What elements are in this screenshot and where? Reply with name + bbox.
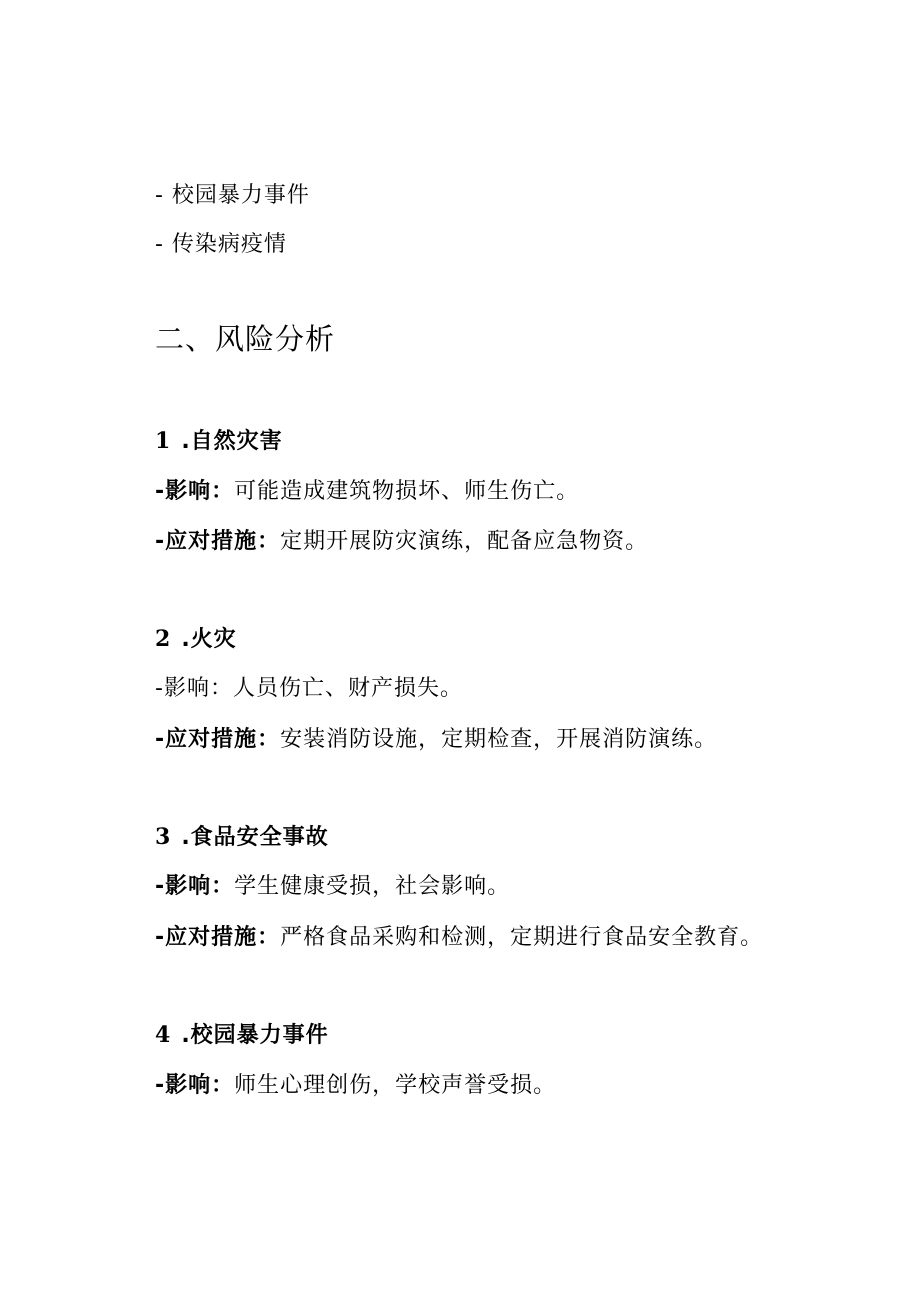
measures-label: -应对措施： — [155, 925, 281, 950]
impact-text: 可能造成建筑物损坏、师生伤亡。 — [234, 479, 580, 504]
item-impact-natural-disaster — [155, 481, 579, 503]
measures-label: -应对措施： — [155, 727, 281, 752]
impact-label: -影响： — [155, 676, 233, 701]
impact-text: 师生心理创伤，学校声誉受损。 — [234, 1073, 557, 1098]
item-number: 3 — [155, 824, 172, 850]
measures-label: -应对措施： — [155, 529, 281, 554]
item-number: 1 — [155, 428, 172, 454]
item-heading-campus-violence — [155, 1024, 329, 1047]
item-impact-fire — [155, 678, 463, 700]
item-measures-food-safety — [155, 927, 763, 949]
impact-text: 学生健康受损，社会影响。 — [234, 874, 511, 899]
item-heading-food-safety — [155, 826, 329, 849]
list-item-epidemic: - 传染病疫情 — [155, 232, 287, 257]
list-item-campus-violence: - 校园暴力事件 — [155, 183, 310, 208]
item-number: 4 — [155, 1022, 172, 1048]
impact-label: -影响： — [155, 1073, 235, 1098]
measures-text: 定期开展防灾演练，配备应急物资。 — [280, 529, 649, 554]
item-title: .火灾 — [181, 627, 237, 652]
measures-text: 严格食品采购和检测，定期进行食品安全教育。 — [280, 925, 764, 950]
item-title: .食品安全事故 — [181, 825, 329, 850]
section-title-risk-analysis: 二、风险分析 — [155, 322, 336, 356]
item-measures-natural-disaster — [155, 531, 648, 553]
measures-text: 安装消防设施，定期检查，开展消防演练。 — [280, 727, 718, 752]
impact-text: 人员伤亡、财产损失。 — [232, 676, 463, 701]
item-title: .校园暴力事件 — [181, 1023, 329, 1048]
item-measures-fire — [155, 729, 717, 751]
item-impact-campus-violence — [155, 1075, 556, 1097]
impact-label: -影响： — [155, 479, 235, 504]
item-heading-fire — [155, 628, 237, 651]
item-number: 2 — [155, 626, 172, 652]
item-heading-natural-disaster — [155, 430, 283, 453]
item-title: .自然灾害 — [181, 429, 283, 454]
impact-label: -影响： — [155, 874, 235, 899]
item-impact-food-safety — [155, 876, 510, 898]
